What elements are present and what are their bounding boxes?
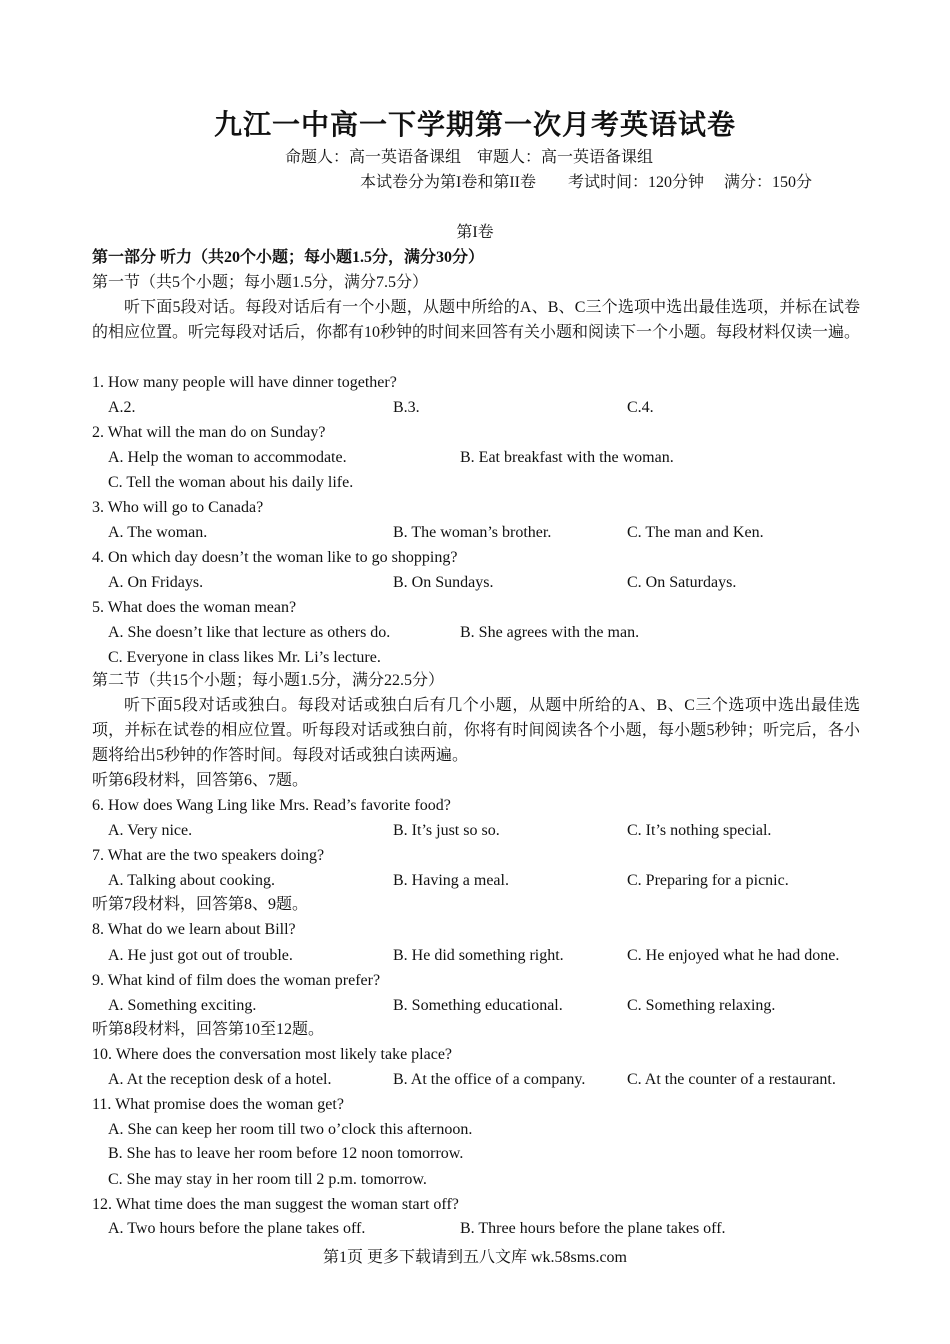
question-3-stem: 3. Who will go to Canada?	[92, 499, 264, 516]
question-1-option-a: A.2.	[108, 399, 136, 416]
question-11-option-c: C. She may stay in her room till 2 p.m. tomorrow.	[108, 1171, 427, 1188]
material-8-heading: 听第8段材料，回答第10至12题。	[92, 1021, 325, 1038]
question-7-option-c: C. Preparing for a picnic.	[627, 872, 789, 889]
question-12-option-b: B. Three hours before the plane takes off.	[460, 1220, 726, 1237]
section1-heading: 第一节（共5个小题；每小题1.5分，满分7.5分）	[92, 274, 429, 291]
question-11-option-a: A. She can keep her room till two o’clock this afternoon.	[108, 1121, 473, 1138]
question-2-option-a: A. Help the woman to accommodate.	[108, 449, 347, 466]
question-6-option-c: C. It’s nothing special.	[627, 822, 772, 839]
question-5-option-b: B. She agrees with the man.	[460, 624, 640, 641]
question-8-stem: 8. What do we learn about Bill?	[92, 921, 296, 938]
question-3-option-c: C. The man and Ken.	[627, 524, 764, 541]
question-8-option-b: B. He did something right.	[393, 947, 564, 964]
question-3-option-b: B. The woman’s brother.	[393, 524, 552, 541]
question-1-option-c: C.4.	[627, 399, 654, 416]
question-11-option-b: B. She has to leave her room before 12 noon tomorrow.	[108, 1145, 464, 1162]
question-5-stem: 5. What does the woman mean?	[92, 599, 297, 616]
question-9-option-c: C. Something relaxing.	[627, 997, 776, 1014]
question-8-option-c: C. He enjoyed what he had done.	[627, 947, 840, 964]
page-footer: 第1页 更多下载请到五八文库 wk.58sms.com	[322, 1249, 627, 1266]
question-6-stem: 6. How does Wang Ling like Mrs. Read’s favorite food?	[92, 797, 451, 814]
question-11-stem: 11. What promise does the woman get?	[92, 1096, 344, 1113]
section1-instructions: 听下面5段对话。每段对话后有一个小题，从题中所给的A、B、C三个选项中选出最佳选项，并标在试卷的相应位置。听完每段对话后，你都有10秒钟的时间来回答有关小题和阅读下一个小题。每段材料仅读一遍。	[92, 299, 861, 341]
question-7-option-a: A. Talking about cooking.	[108, 872, 276, 889]
question-10-option-c: C. At the counter of a restaurant.	[627, 1071, 836, 1088]
question-8-option-a: A. He just got out of trouble.	[108, 947, 293, 964]
question-2-option-c: C. Tell the woman about his daily life.	[108, 474, 354, 491]
question-9-option-a: A. Something exciting.	[108, 997, 257, 1014]
question-7-stem: 7. What are the two speakers doing?	[92, 847, 325, 864]
volume-heading: 第I卷	[456, 224, 494, 241]
section2-instructions: 听下面5段对话或独白。每段对话或独白后有几个小题，从题中所给的A、B、C三个选项中选出最佳选项，并标在试卷的相应位置。听每段对话或独白前，你将有时间阅读各个小题，每小题5秒钟；听完后，各小题将给出5秒钟的作答时间。每段对话或独白读两遍。	[92, 697, 860, 764]
exam-title: 九江一中高一下学期第一次月考英语试卷	[213, 110, 736, 141]
question-4-option-c: C. On Saturdays.	[627, 574, 737, 591]
section2-heading: 第二节（共15个小题；每小题1.5分，满分22.5分）	[92, 672, 445, 689]
question-4-option-b: B. On Sundays.	[393, 574, 494, 591]
exam-info-line: 本试卷分为第I卷和第II卷 考试时间：120分钟 满分：150分	[360, 174, 812, 191]
question-6-option-a: A. Very nice.	[108, 822, 193, 839]
question-12-stem: 12. What time does the man suggest the woman start off?	[92, 1196, 459, 1213]
question-9-stem: 9. What kind of film does the woman prefer?	[92, 972, 381, 989]
authors-line: 命题人：高一英语备课组 审题人：高一英语备课组	[285, 149, 654, 166]
question-7-option-b: B. Having a meal.	[393, 872, 509, 889]
question-4-option-a: A. On Fridays.	[108, 574, 204, 591]
question-10-option-a: A. At the reception desk of a hotel.	[108, 1071, 332, 1088]
question-2-option-b: B. Eat breakfast with the woman.	[460, 449, 674, 466]
material-7-heading: 听第7段材料，回答第8、9题。	[92, 896, 309, 913]
question-5-option-a: A. She doesn’t like that lecture as others do.	[108, 624, 391, 641]
part1-heading: 第一部分 听力（共20个小题；每小题1.5分，满分30分）	[92, 249, 485, 266]
question-5-option-c: C. Everyone in class likes Mr. Li’s lecture.	[108, 649, 381, 666]
question-1-option-b: B.3.	[393, 399, 420, 416]
question-10-stem: 10. Where does the conversation most likely take place?	[92, 1046, 453, 1063]
question-10-option-b: B. At the office of a company.	[393, 1071, 586, 1088]
question-12-option-a: A. Two hours before the plane takes off.	[108, 1220, 366, 1237]
material-6-heading: 听第6段材料，回答第6、7题。	[92, 772, 309, 789]
question-1-stem: 1. How many people will have dinner together?	[92, 374, 397, 391]
question-3-option-a: A. The woman.	[108, 524, 208, 541]
question-9-option-b: B. Something educational.	[393, 997, 563, 1014]
question-4-stem: 4. On which day doesn’t the woman like to go shopping?	[92, 549, 458, 566]
question-2-stem: 2. What will the man do on Sunday?	[92, 424, 326, 441]
question-6-option-b: B. It’s just so so.	[393, 822, 500, 839]
